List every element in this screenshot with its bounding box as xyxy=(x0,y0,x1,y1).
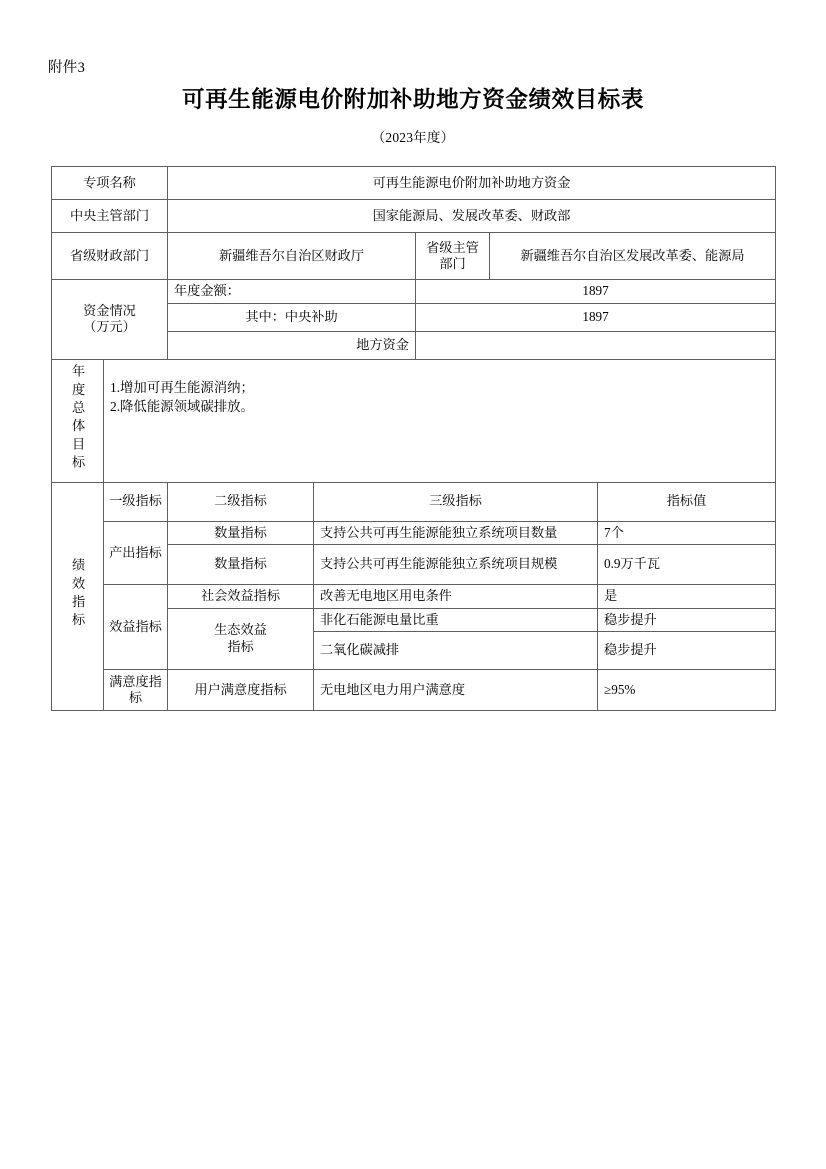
indicator-value: 稳步提升 xyxy=(604,642,657,658)
page-subtitle: （2023年度） xyxy=(371,130,455,145)
column-header-level3: 三级指标 xyxy=(429,493,482,509)
performance-target-table xyxy=(51,166,776,711)
indicator-value: 稳步提升 xyxy=(604,611,657,627)
column-header-level2: 二级指标 xyxy=(214,493,267,509)
level3-indicator: 无电地区电力用户满意度 xyxy=(320,681,466,697)
funding-row-value-annual: 1897 xyxy=(582,283,609,298)
level1-benefit: 效益指标 xyxy=(109,618,162,634)
table-row-annual-goal xyxy=(52,359,776,482)
level3-indicator: 非化石能源电量比重 xyxy=(320,611,439,627)
attachment-label: 附件3 xyxy=(48,60,86,76)
level2-quantity: 数量指标 xyxy=(214,556,267,572)
level1-satisfaction: 满意度指标 xyxy=(109,673,162,705)
program-name-value: 可再生能源电价附加补助地方资金 xyxy=(372,174,571,190)
central-dept-label: 中央主管部门 xyxy=(69,207,150,223)
indicator-value: ≥95% xyxy=(604,681,636,697)
table-row xyxy=(52,521,776,545)
level2-quantity: 数量指标 xyxy=(214,524,267,540)
central-dept-value: 国家能源局、发展改革委、财政部 xyxy=(372,207,571,223)
level3-indicator: 改善无电地区用电条件 xyxy=(320,588,452,603)
column-header-value: 指标值 xyxy=(666,493,707,509)
level2-eco-benefit-line1: 生态效益 xyxy=(214,622,267,638)
indicator-value: 0.9万千瓦 xyxy=(604,556,661,572)
funding-label-line1: 资金情况 xyxy=(83,302,136,318)
provincial-finance-value: 新疆维吾尔自治区财政厅 xyxy=(218,247,365,263)
level3-indicator: 支持公共可再生能源能独立系统项目数量 xyxy=(320,524,558,540)
level1-output: 产出指标 xyxy=(109,544,162,560)
table-row-performance-header xyxy=(52,482,776,521)
page-title: 可再生能源电价附加补助地方资金绩效目标表 xyxy=(181,87,644,112)
table-row xyxy=(52,585,776,609)
table-row-funding-annual xyxy=(52,280,776,304)
indicator-value: 是 xyxy=(604,588,618,603)
table-row-provincial-depts xyxy=(52,233,776,280)
level2-eco-benefit-line2: 指标 xyxy=(227,638,254,654)
level2-social-benefit: 社会效益指标 xyxy=(200,588,281,603)
table-row xyxy=(52,670,776,711)
provincial-finance-label: 省级财政部门 xyxy=(69,247,150,263)
table-row-program-name xyxy=(52,167,776,200)
provincial-dept-value: 新疆维吾尔自治区发展改革委、能源局 xyxy=(520,247,745,263)
annual-goal-body xyxy=(104,360,775,423)
funding-label-line2: （万元） xyxy=(83,319,136,335)
level2-user-satisfaction: 用户满意度指标 xyxy=(194,681,287,697)
performance-label: 绩效指标 xyxy=(70,557,86,631)
indicator-value: 7个 xyxy=(604,524,624,540)
funding-label xyxy=(52,300,167,339)
level3-indicator: 二氧化碳减排 xyxy=(320,642,400,658)
column-header-level1: 一级指标 xyxy=(109,493,162,509)
program-name-label: 专项名称 xyxy=(83,174,136,190)
funding-row-name-annual: 年度金额： xyxy=(174,283,240,298)
level3-indicator: 支持公共可再生能源能独立系统项目规模 xyxy=(320,556,558,572)
annual-goal-item: 1.增加可再生能源消纳； xyxy=(110,379,254,395)
provincial-dept-label: 省级主管部门 xyxy=(426,239,479,271)
level2-eco-benefit xyxy=(168,619,313,658)
annual-goal-item: 2.降低能源领域碳排放。 xyxy=(110,398,254,414)
funding-row-value-local xyxy=(416,342,775,348)
funding-row-name-local: 地方资金 xyxy=(356,336,409,352)
annual-goal-label: 年度总体目标 xyxy=(70,363,86,473)
funding-row-name-central: 其中：中央补助 xyxy=(245,308,338,324)
funding-row-value-central: 1897 xyxy=(582,308,609,324)
table-row-central-dept xyxy=(52,200,776,233)
